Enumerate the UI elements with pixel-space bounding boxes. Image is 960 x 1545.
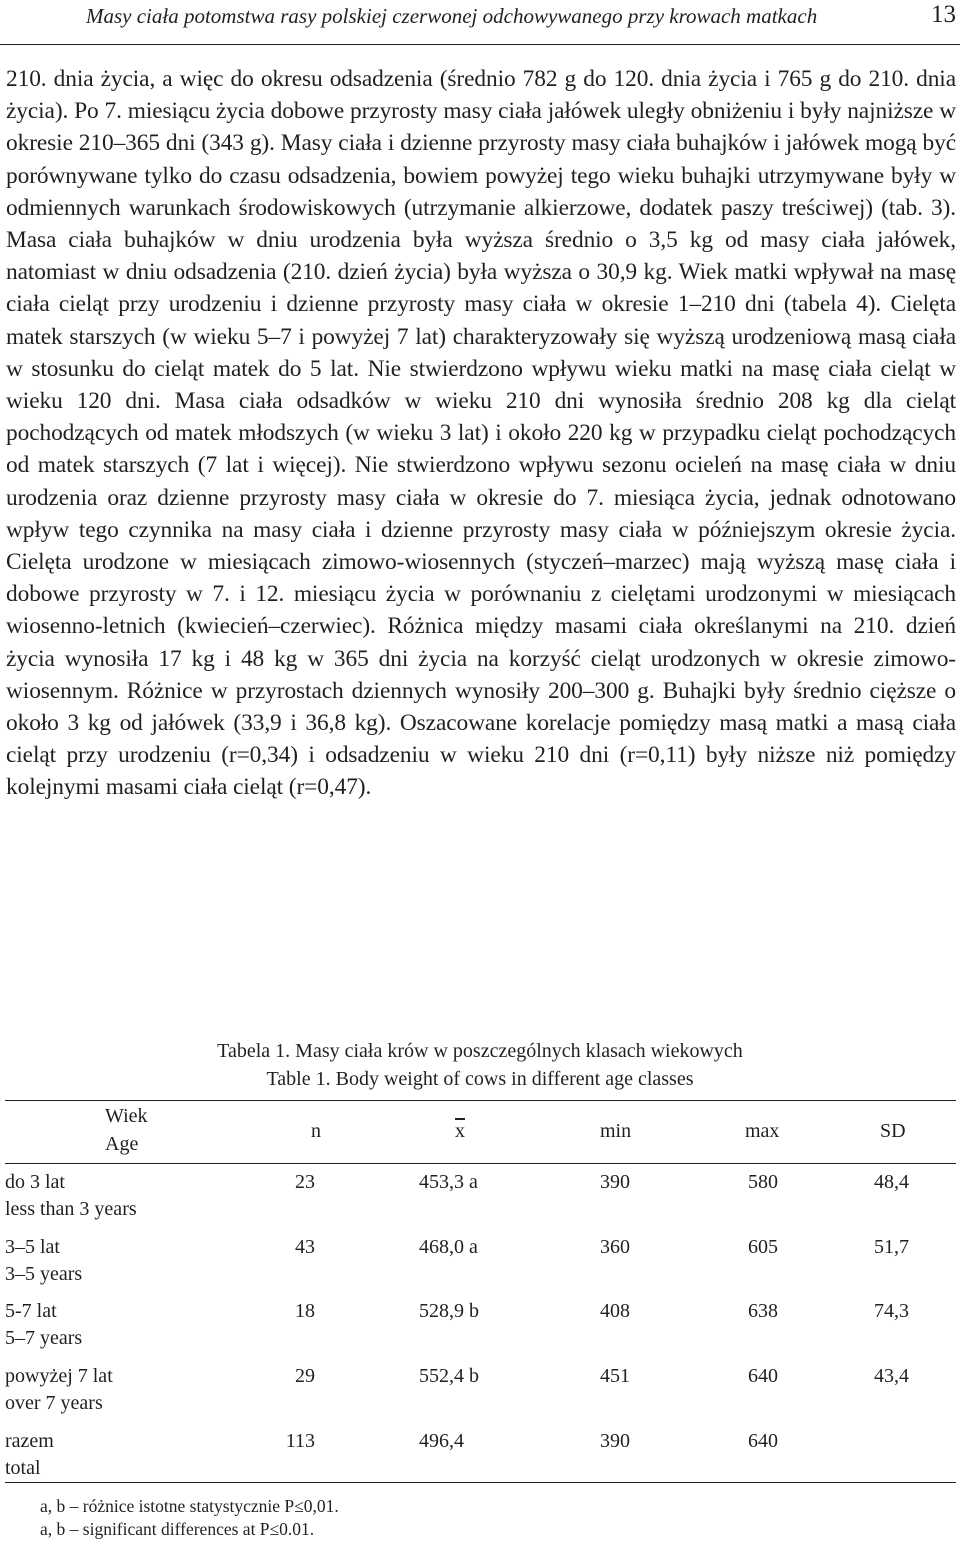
table-top-rule <box>5 1100 956 1101</box>
cell-sd: 48,4 <box>874 1171 909 1193</box>
table-footnote-en: a, b – significant differences at P≤0.01. <box>40 1519 315 1539</box>
table-footnote-pl: a, b – różnice istotne statystycznie P≤0,01. <box>40 1496 339 1516</box>
cell-max: 605 <box>748 1236 778 1258</box>
cell-sd: 51,7 <box>874 1236 909 1258</box>
column-header-max: max <box>745 1120 780 1142</box>
row-label-en: less than 3 years <box>5 1198 137 1220</box>
cell-max: 638 <box>748 1300 778 1322</box>
row-label-en: total <box>5 1457 41 1479</box>
row-label-en: 5–7 years <box>5 1327 83 1349</box>
cell-n: 113 <box>285 1430 315 1452</box>
cell-mean: 453,3 a <box>419 1171 478 1193</box>
cell-mean: 468,0 a <box>419 1236 478 1258</box>
cell-mean: 528,9 b <box>419 1300 479 1322</box>
row-header-pl: Wiek <box>105 1105 148 1127</box>
cell-mean: 496,4 <box>419 1430 464 1452</box>
cell-sd: 43,4 <box>874 1365 909 1387</box>
row-label-pl: 5-7 lat <box>5 1300 57 1322</box>
page-number: 13 <box>931 1 956 28</box>
cell-n: 23 <box>295 1171 315 1193</box>
cell-sd: 74,3 <box>874 1300 909 1322</box>
cell-min: 360 <box>600 1236 630 1258</box>
cell-mean: 552,4 b <box>419 1365 479 1387</box>
running-title: Masy ciała potomstwa rasy polskiej czerwonej odchowywanego przy krowach matkach <box>86 4 818 28</box>
cell-n: 43 <box>295 1236 315 1258</box>
body-paragraph: 210. dnia życia, a więc do okresu odsadzenia (średnio 782 g do 120. dnia życia i 765 g do 210. dnia życia). Po 7. miesiącu życia dobowe przyrosty masy ciała jałówek uległy obniżeniu i były najniższe w okresie 210–365 dni (343 g). Masy ciała i dzienne przyrosty masy ciała buhajków i jałówek mogą być porównywane tylko do czasu odsadzenia, bowiem powyżej tego wieku buhajki utrzymywane były w odmiennych warunkach środowiskowych (utrzymanie alkierzowe, dodatek paszy treściwej) (tab. 3). Masa ciała buhajków w dniu urodzenia była wyższa średnio o 3,5 kg od masy ciała jałówek, natomiast w dniu odsadzenia (210. dzień życia) była wyższa o 30,9 kg. Wiek matki wpływał na masę ciała cieląt przy urodzeniu i dzienne przyrosty masy ciała w okresie 1–210 dni (tabela 4). Cielęta matek starszych (w wieku 5–7 i powyżej 7 lat) charakteryzowały się wyższą urodzeniową masą ciała w stosunku do cieląt matek do 5 lat. Nie stwierdzono wpływu wieku matki na masę ciała cieląt w wieku 120 dni. Masa ciała odsadków w wieku 210 dni wynosiła średnio 208 kg dla cieląt pochodzących od matek młodszych (w wieku 3 lat) i około 220 kg w przypadku cieląt pochodzących od matek starszych (7 lat i więcej). Nie stwierdzono wpływu sezonu ocieleń na masę ciała w dniu urodzenia oraz dzienne przyrosty masy ciała w okresie do 7. miesiąca życia, jednak odnotowano wpływ tego czynnika na masy ciała i dzienne przyrosty masy ciała w późniejszym okresie życia. Cielęta urodzone w miesiącach zimowo-wiosennych (styczeń–marzec) mają wyższą masę ciała i dobowe przyrosty w 7. i 12. miesiącu życia w porównaniu z cielętami urodzonymi w miesiącach wiosenno-letnich (kwiecień–czerwiec). Różnica między masami ciała określanymi na 210. dzień życia wynosiła 17 kg i 48 kg w 365 dni życia na korzyść cieląt urodzonych w okresie zimowo-wiosennym. Różnice w przyrostach dziennych wynosiły 200–300 g. Buhajki były średnio cięższe o około 3 kg od jałówek (33,9 i 36,8 kg). Oszacowane korelacje pomiędzy masą matki a masą ciała cieląt przy urodzeniu (r=0,34) i odsadzeniu w wieku 210 dni (r=0,11) były niższe niż pomiędzy kolejnymi masami ciała cieląt (r=0,47). <box>6 66 956 801</box>
cell-min: 408 <box>600 1300 630 1322</box>
body-text <box>6 63 956 804</box>
table-caption-en: Table 1. Body weight of cows in different age classes <box>266 1068 694 1090</box>
row-label-en: 3–5 years <box>5 1263 83 1285</box>
cell-min: 451 <box>600 1365 630 1387</box>
table-bottom-rule <box>5 1482 956 1483</box>
row-label-pl: 3–5 lat <box>5 1236 60 1258</box>
table-caption-pl: Tabela 1. Masy ciała krów w poszczególnych klasach wiekowych <box>217 1040 743 1062</box>
cell-n: 18 <box>295 1300 315 1322</box>
row-header-en: Age <box>105 1133 139 1155</box>
cell-max: 640 <box>748 1365 778 1387</box>
cell-max: 580 <box>748 1171 778 1193</box>
cell-min: 390 <box>600 1430 630 1452</box>
column-header-min: min <box>600 1120 632 1142</box>
cell-min: 390 <box>600 1171 630 1193</box>
column-header-mean: $\overline{x}$ <box>455 1120 465 1142</box>
row-label-pl: razem <box>5 1430 54 1452</box>
row-label-en: over 7 years <box>5 1392 103 1414</box>
row-label-pl: do 3 lat <box>5 1171 65 1193</box>
cell-max: 640 <box>748 1430 778 1452</box>
column-header-sd: SD <box>880 1120 906 1142</box>
column-header-n: n <box>311 1120 321 1142</box>
cell-n: 29 <box>295 1365 315 1387</box>
table-header-rule <box>5 1163 956 1164</box>
running-header <box>0 0 960 45</box>
row-label-pl: powyżej 7 lat <box>5 1365 113 1387</box>
